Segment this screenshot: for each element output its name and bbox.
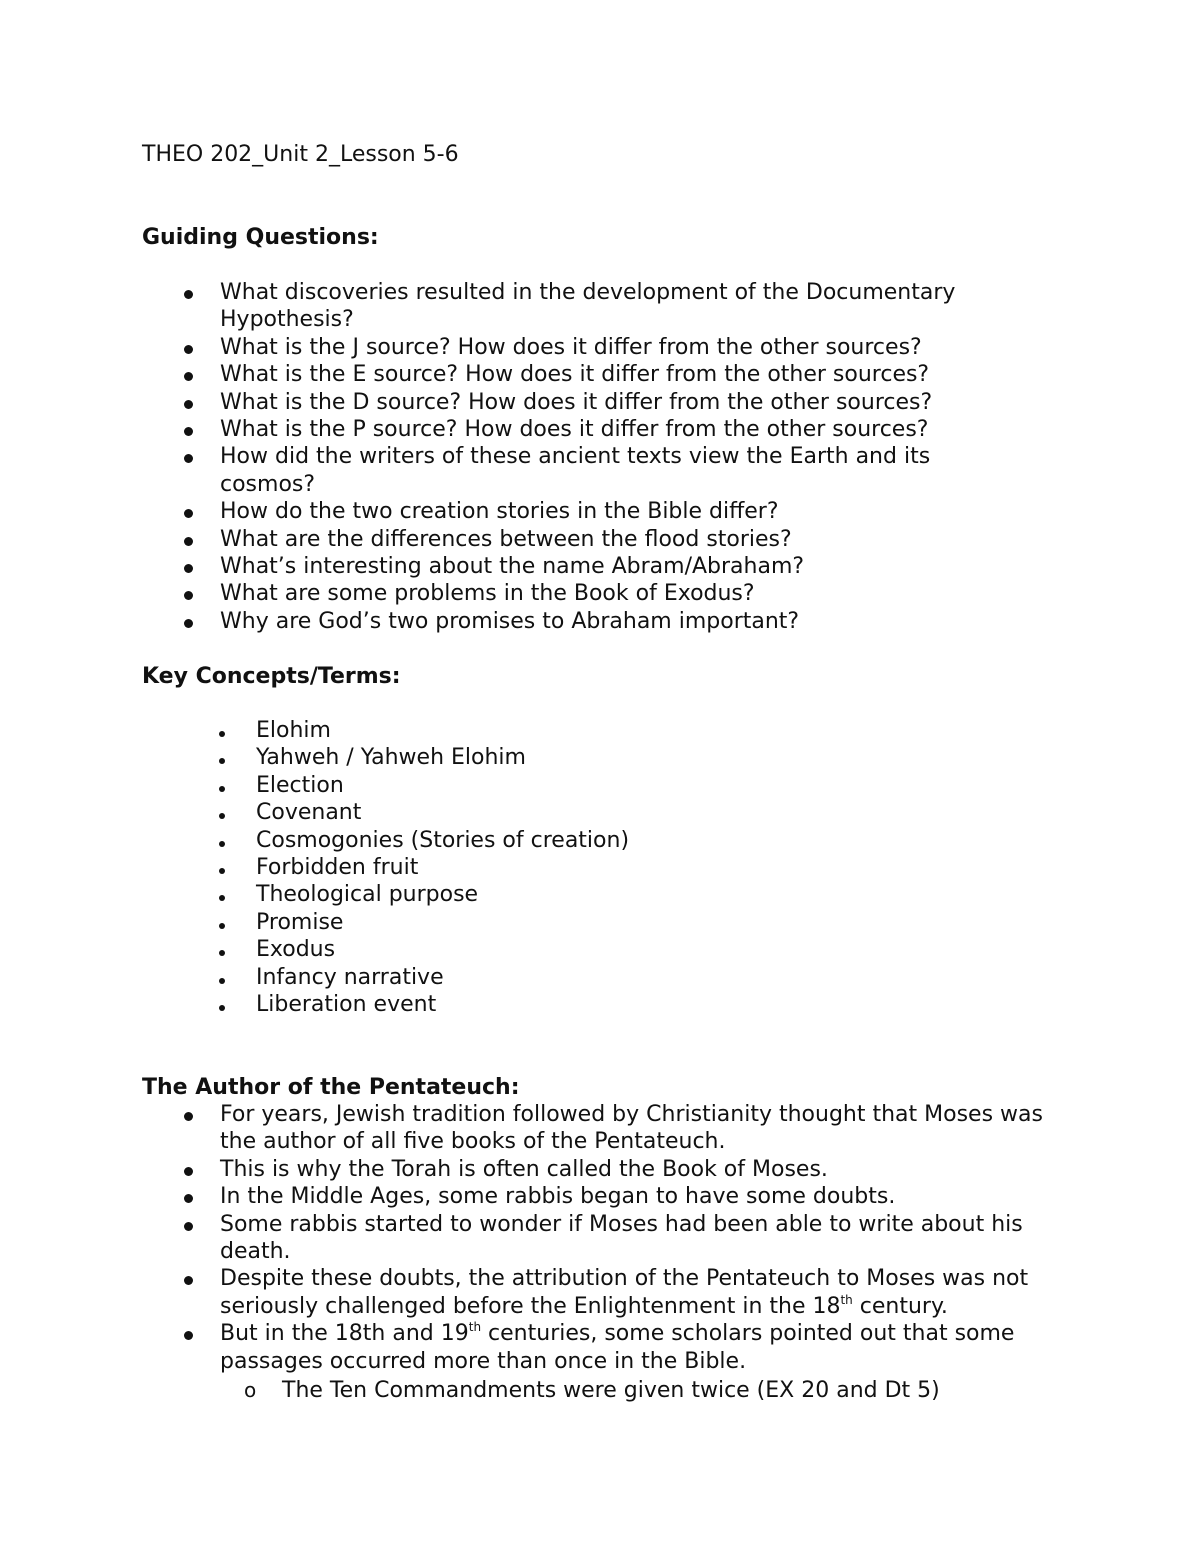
bullet-icon: [219, 744, 225, 771]
list-item: How do the two creation stories in the Bible differ?: [220, 498, 1060, 525]
list-item: Why are God’s two promises to Abraham important?: [220, 608, 1060, 635]
bullet-icon: [219, 991, 225, 1018]
list-item: How did the writers of these ancient texts view the Earth and its cosmos?: [220, 443, 1020, 498]
bullet-icon: [184, 1101, 193, 1128]
author-section-heading: The Author of the Pentateuch:: [142, 1075, 520, 1100]
bullet-icon: [184, 1156, 193, 1183]
bullet-icon: [219, 772, 225, 799]
list-item: What are some problems in the Book of Exodus?: [220, 580, 1060, 607]
list-item: Covenant: [256, 799, 956, 826]
list-item: Cosmogonies (Stories of creation): [256, 827, 956, 854]
bullet-icon: [184, 608, 193, 635]
bullet-icon: [219, 964, 225, 991]
bullet-icon: [219, 799, 225, 826]
bullet-icon: [184, 279, 193, 306]
bullet-icon: [184, 1320, 193, 1347]
list-item: Election: [256, 772, 956, 799]
document-title: THEO 202_Unit 2_Lesson 5-6: [142, 142, 459, 167]
list-item: Promise: [256, 909, 956, 936]
list-item: Elohim: [256, 717, 956, 744]
bullet-icon: [184, 389, 193, 416]
key-concepts-list: [256, 717, 956, 1018]
author-section-list: [220, 1101, 1100, 1375]
bullet-icon: [184, 416, 193, 443]
bullet-icon: [184, 334, 193, 361]
list-item: What’s interesting about the name Abram/Abraham?: [220, 553, 1060, 580]
guiding-questions-heading: Guiding Questions:: [142, 225, 379, 250]
bullet-icon: [219, 717, 225, 744]
sub-list-item: o The Ten Commandments were given twice (EX 20 and Dt 5): [244, 1378, 940, 1403]
bullet-icon: [184, 1211, 193, 1238]
bullet-icon: [184, 361, 193, 388]
list-item: Theological purpose: [256, 881, 956, 908]
list-item: For years, Jewish tradition followed by Christianity thought that Moses was the author of all five books of the Pentateuch.: [220, 1101, 1060, 1156]
hollow-bullet-icon: o: [244, 1378, 257, 1402]
bullet-icon: [184, 526, 193, 553]
list-item: Exodus: [256, 936, 956, 963]
bullet-icon: [219, 827, 225, 854]
bullet-icon: [184, 580, 193, 607]
bullet-icon: [219, 881, 225, 908]
bullet-icon: [184, 1183, 193, 1210]
bullet-icon: [184, 443, 193, 470]
list-item: What discoveries resulted in the development of the Documentary Hypothesis?: [220, 279, 1060, 334]
list-item: In the Middle Ages, some rabbis began to have some doubts.: [220, 1183, 1100, 1210]
list-item: This is why the Torah is often called the Book of Moses.: [220, 1156, 1100, 1183]
bullet-icon: [184, 553, 193, 580]
list-item: What is the J source? How does it differ from the other sources?: [220, 334, 1060, 361]
list-item: What is the D source? How does it differ from the other sources?: [220, 389, 1060, 416]
list-item: But in the 18th and 19th centuries, some scholars pointed out that some passages occurred more than once in the Bible.: [220, 1320, 1020, 1375]
list-item: What are the differences between the flood stories?: [220, 526, 1060, 553]
key-concepts-heading: Key Concepts/Terms:: [142, 664, 401, 689]
list-item: What is the E source? How does it differ from the other sources?: [220, 361, 1060, 388]
bullet-icon: [219, 936, 225, 963]
list-item: What is the P source? How does it differ from the other sources?: [220, 416, 1060, 443]
list-item: Despite these doubts, the attribution of the Pentateuch to Moses was not seriously challenged before the Enlightenment in the 18th century.: [220, 1265, 1070, 1320]
guiding-questions-list: [220, 279, 1060, 635]
bullet-icon: [184, 1265, 193, 1292]
list-item: Forbidden fruit: [256, 854, 956, 881]
list-item: Liberation event: [256, 991, 956, 1018]
list-item: Yahweh / Yahweh Elohim: [256, 744, 956, 771]
bullet-icon: [184, 498, 193, 525]
bullet-icon: [219, 854, 225, 881]
list-item: Some rabbis started to wonder if Moses had been able to write about his death.: [220, 1211, 1050, 1266]
bullet-icon: [219, 909, 225, 936]
list-item: Infancy narrative: [256, 964, 956, 991]
